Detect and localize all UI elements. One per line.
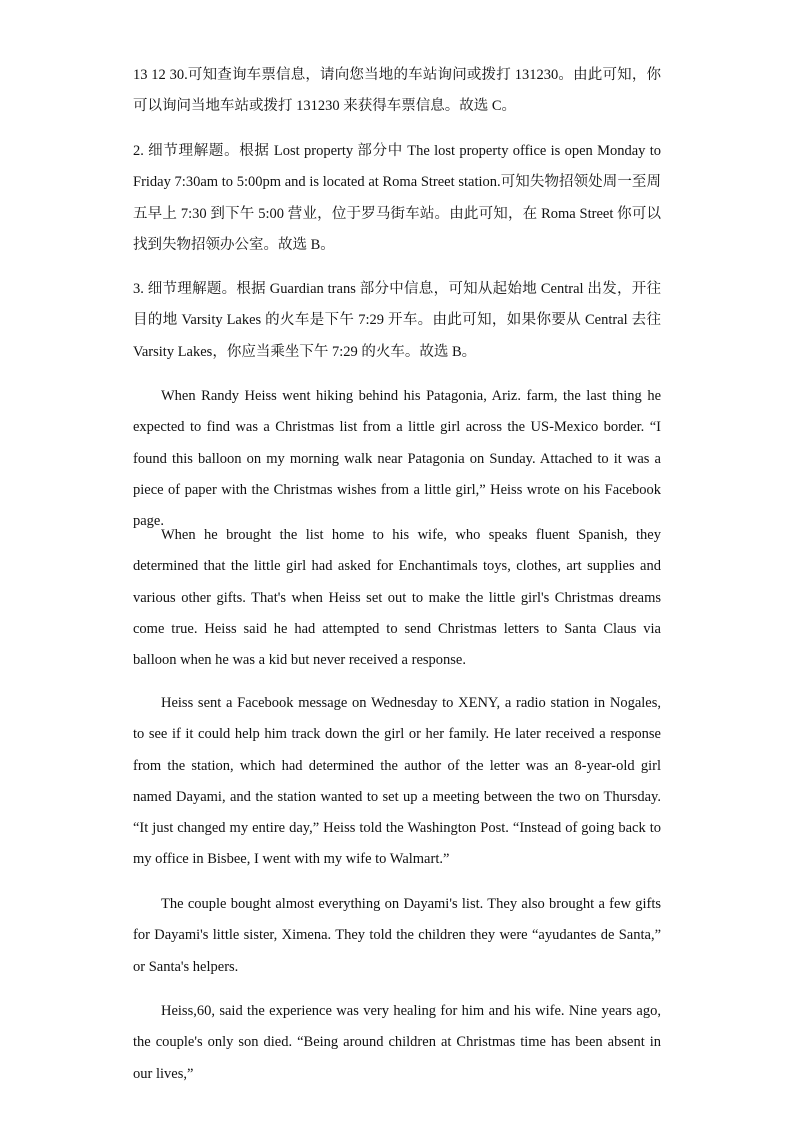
paragraph-story-5: Heiss,60, said the experience was very healing for him and his wife. Nine years ago, the couple's only son died. “Being around children at Christmas time has been absent in our lives,” xyxy=(133,1003,661,1082)
paragraph-answer-1: 13 12 30.可知查询车票信息，请向您当地的车站询问或拨打 131230。由此可知，你可以询问当地车站或拨打 131230 来获得车票信息。故选 C。 xyxy=(133,67,661,115)
paragraph-answer-2: 2. 细节理解题。根据 Lost property 部分中 The lost property office is open Monday to Friday 7:30am to 5:00pm and is located at Roma Street station.可知失物招领处周一至周五早上 7:30 到下午 5:00 营业，位于罗马街车站。由此可知，在 Roma Street 你可以找到失物招领办公室。故选 B。 xyxy=(133,143,661,253)
paragraph-story-1: When Randy Heiss went hiking behind his Patagonia, Ariz. farm, the last thing he expected to find was a Christmas list from a little girl across the US-Mexico border. “I found this balloon on my morning walk near Patagonia on Sunday. Attached to it was a piece of paper with the Christmas wishes from a little girl,” Heiss wrote on his Facebook page. xyxy=(133,388,661,530)
paragraph-story-4: The couple bought almost everything on Dayami's list. They also brought a few gifts for Dayami's little sister, Ximena. They told the children they were “ayudantes de Santa,” or Santa's helpers. xyxy=(133,896,661,975)
paragraph-story-2: When he brought the list home to his wife, who speaks fluent Spanish, they determined that the little girl had asked for Enchantimals toys, clothes, art supplies and various other gifts. That's when Heiss set out to make the little girl's Christmas dreams come true. Heiss said he had attempted to send Christmas letters to Santa Claus via balloon when he was a kid but never received a response. xyxy=(133,527,661,669)
paragraph-answer-3: 3. 细节理解题。根据 Guardian trans 部分中信息，可知从起始地 Central 出发，开往目的地 Varsity Lakes 的火车是下午 7:29 开车。由此可知，如果你要从 Central 去往 Varsity Lakes，你应当乘坐下午 7:29 的火车。故选 B。 xyxy=(133,281,661,360)
paragraph-story-3: Heiss sent a Facebook message on Wednesday to XENY, a radio station in Nogales, to see if it could help him track down the girl or her family. He later received a response from the station, which had determined the author of the letter was an 8-year-old girl named Dayami, and the station wanted to set up a meeting between the two on Thursday. “It just changed my entire day,” Heiss told the Washington Post. “Instead of going back to my office in Bisbee, I went with my wife to Walmart.” xyxy=(133,695,661,868)
